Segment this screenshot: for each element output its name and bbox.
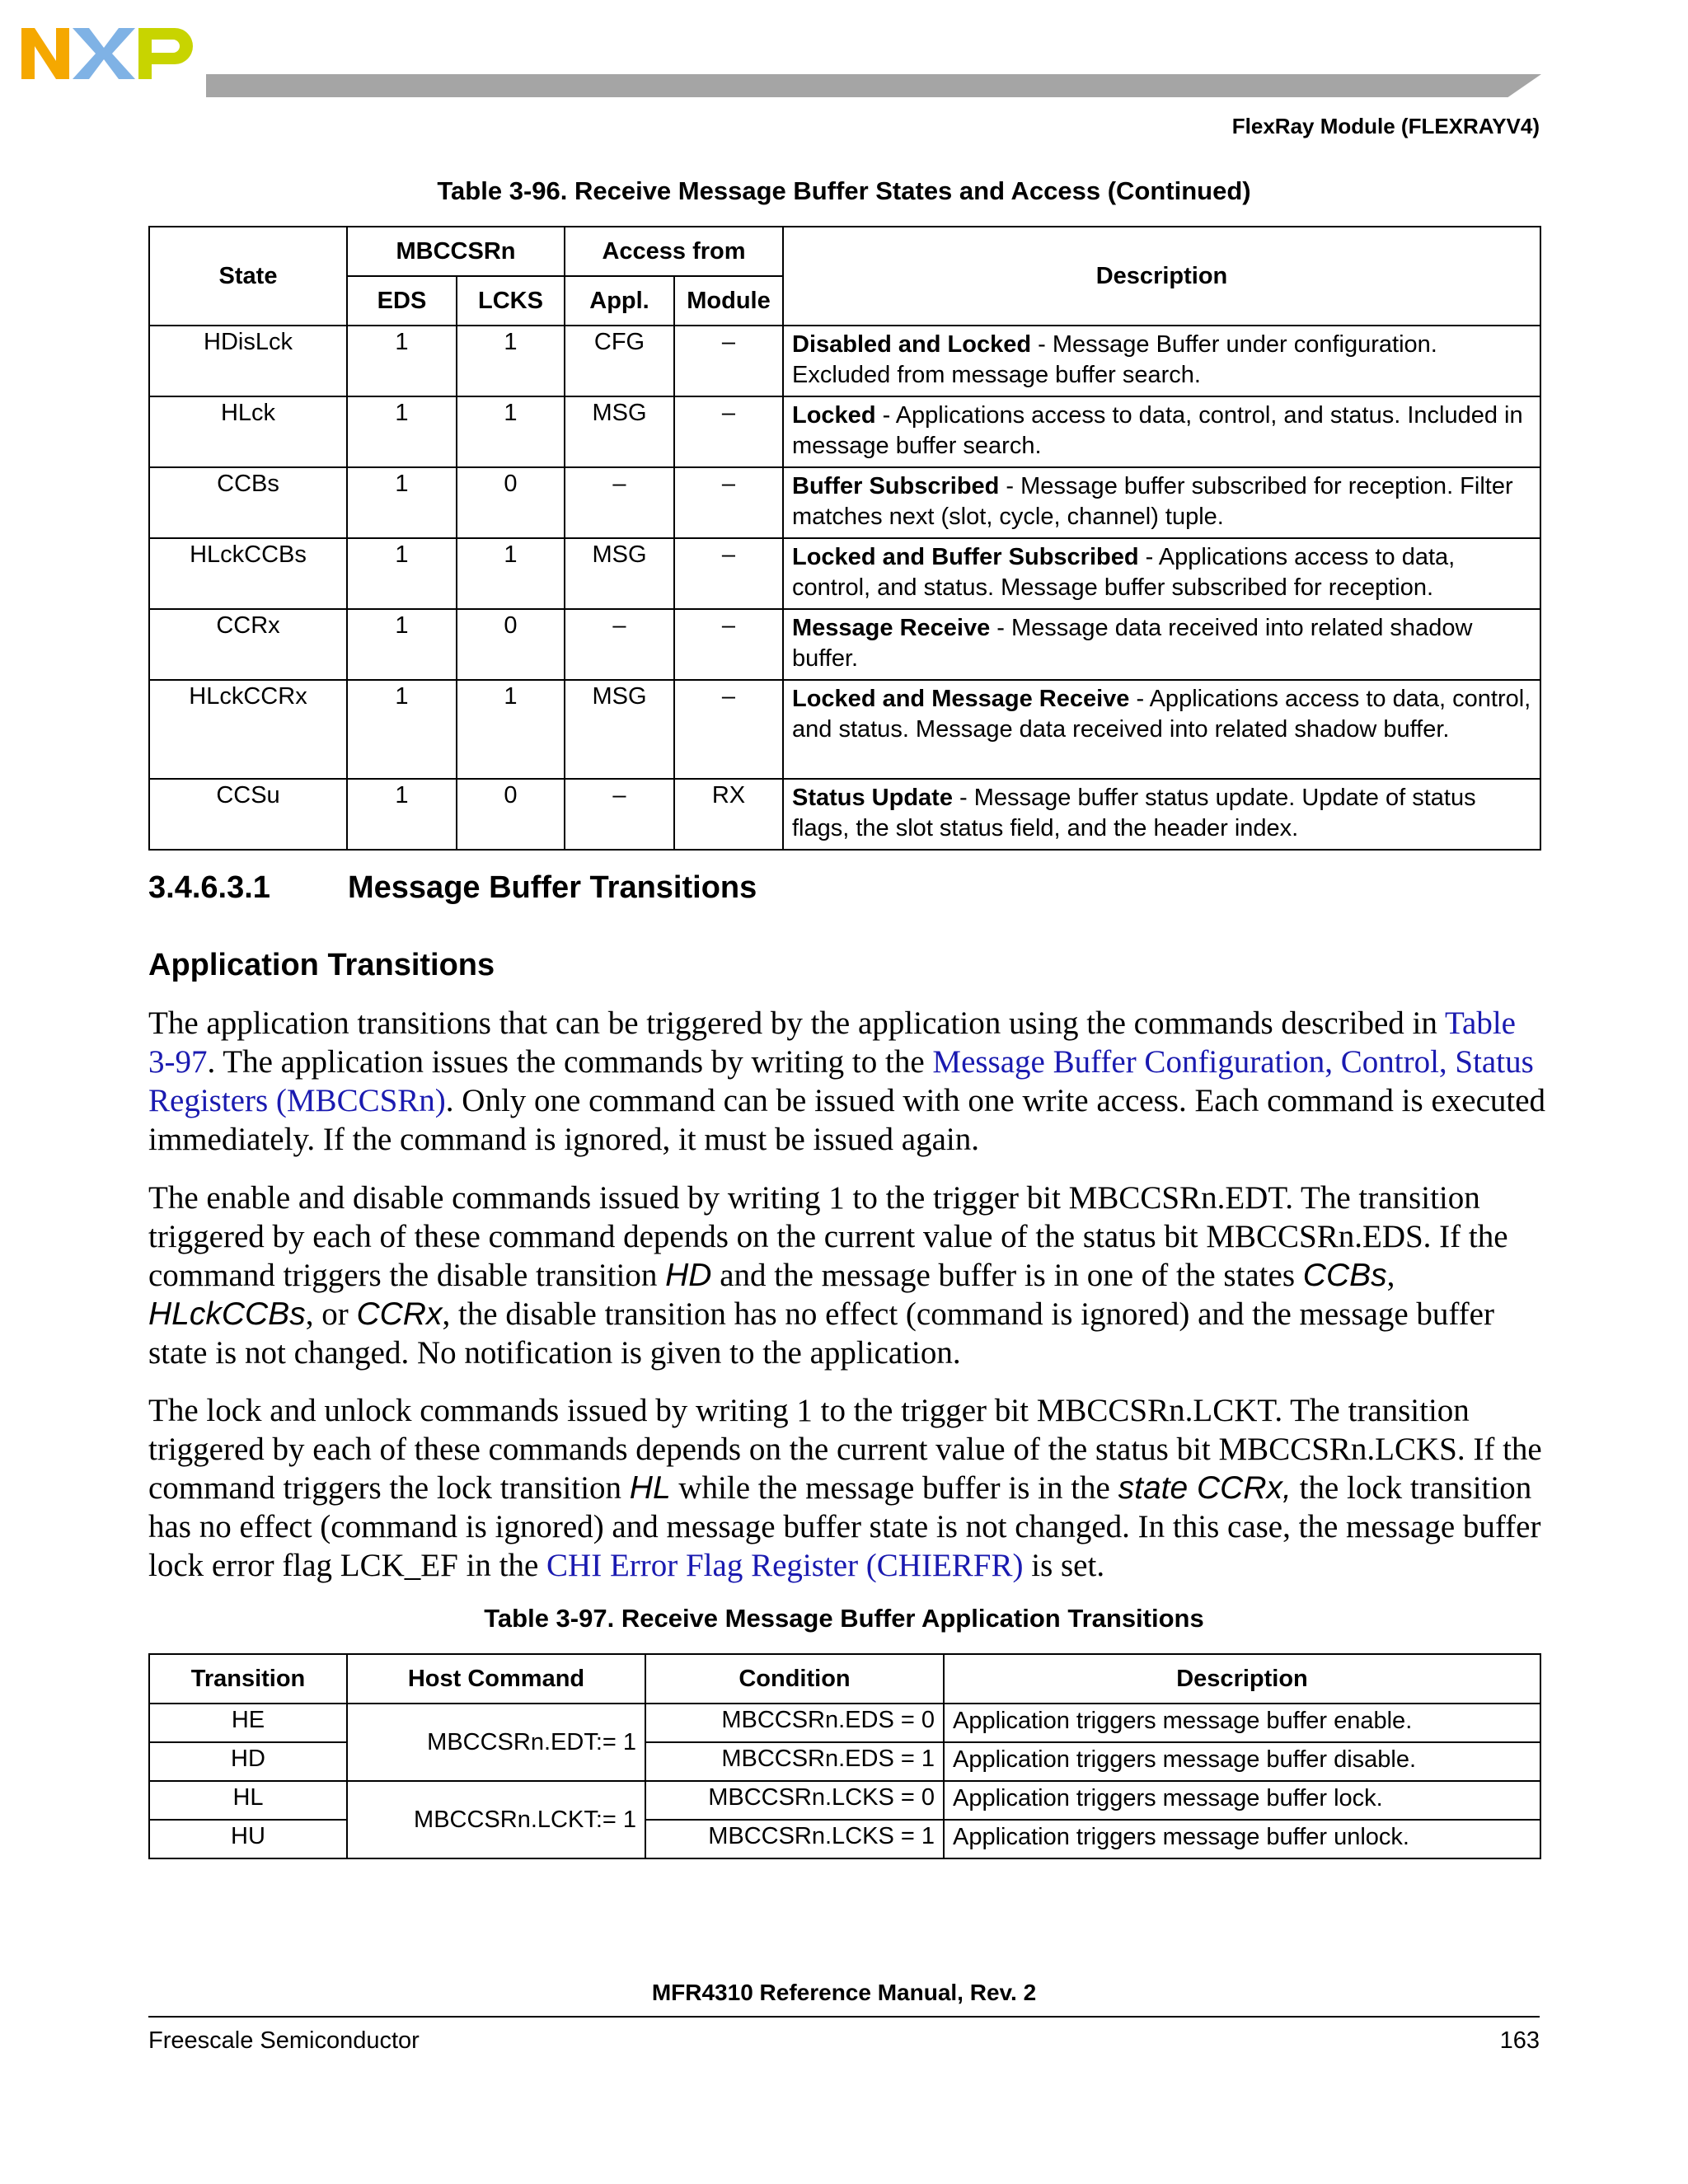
cell-eds: 1 [347, 680, 457, 779]
desc-text: - Message buffer subscribed for reception. Filter matches next (slot, cycle, channel) tuple. [792, 473, 1513, 530]
desc-bold: Locked [792, 402, 876, 429]
text: , the disable transition has no effect (command is ignored) and the message buffer state is not changed. No notification is given to the application. [148, 1296, 1494, 1371]
cell-appl: – [565, 779, 674, 850]
cell-lcks: 1 [457, 396, 565, 467]
cell-appl: MSG [565, 396, 674, 467]
text: , or [305, 1296, 357, 1332]
cell-module: – [674, 467, 783, 538]
text: the lock transition has no effect (command is ignored) and message buffer state is not changed. In this case, the message buffer lock error flag LCK_EF in the [148, 1470, 1541, 1583]
desc-text: - Applications access to data, control, and status. Message buffer subscribed for reception. [792, 544, 1456, 601]
cell-host-command: MBCCSRn.EDT:= 1 [347, 1704, 645, 1781]
desc-text: - Applications access to data, control, and status. Included in message buffer search. [792, 402, 1523, 459]
cell-condition: MBCCSRn.EDS = 1 [645, 1742, 944, 1781]
table-96 [148, 226, 1541, 851]
cell-transition: HE [149, 1704, 347, 1742]
desc-bold: Buffer Subscribed [792, 473, 1000, 499]
desc-bold: Message Receive [792, 615, 991, 641]
italic-term: HD [665, 1258, 712, 1293]
table-row [149, 1704, 1540, 1742]
text: , [1386, 1258, 1395, 1293]
cell-eds: 1 [347, 467, 457, 538]
th-access: Access from [565, 227, 783, 276]
table-row [149, 538, 1540, 609]
cell-description [783, 609, 1540, 680]
th-condition: Condition [645, 1654, 944, 1704]
cell-state: CCSu [149, 779, 347, 850]
cell-lcks: 1 [457, 326, 565, 396]
cell-condition: MBCCSRn.EDS = 0 [645, 1704, 944, 1742]
cell-transition: HL [149, 1781, 347, 1820]
italic-term: CCBs [1302, 1258, 1387, 1293]
th-description: Description [944, 1654, 1540, 1704]
cell-appl: – [565, 467, 674, 538]
text: and the message buffer is in one of the states [711, 1258, 1303, 1293]
cell-description [783, 538, 1540, 609]
th-host-command: Host Command [347, 1654, 645, 1704]
cell-eds: 1 [347, 538, 457, 609]
cell-module: – [674, 609, 783, 680]
cell-state: HLck [149, 396, 347, 467]
th-module: Module [674, 276, 783, 326]
th-eds: EDS [347, 276, 457, 326]
italic-term: HL [629, 1470, 671, 1506]
link-chierfr[interactable]: CHI Error Flag Register (CHIERFR) [546, 1548, 1024, 1583]
cell-description: Application triggers message buffer disable. [944, 1742, 1540, 1781]
cell-module: – [674, 680, 783, 779]
desc-bold: Locked and Message Receive [792, 686, 1130, 712]
text: The enable and disable commands issued by writing 1 to the trigger bit MBCCSRn.EDT. The transition triggered by each of these command depends on the current value of the status bit MBCCSRn.EDS. If the command triggers the disable transition [148, 1180, 1508, 1293]
cell-state: HDisLck [149, 326, 347, 396]
section-number: 3.4.6.3.1 [148, 870, 270, 905]
table-97-caption: Table 3-97. Receive Message Buffer Application Transitions [484, 1604, 1204, 1633]
link-mbccsrn[interactable]: Message Buffer Configuration, Control, Status Registers (MBCCSRn) [148, 1044, 1534, 1118]
desc-text: - Applications access to data, control, and status. Message data received into related shadow buffer. [792, 686, 1531, 743]
cell-description [783, 467, 1540, 538]
table-row [149, 680, 1540, 779]
cell-appl: CFG [565, 326, 674, 396]
text: . The application issues the commands by writing to the [207, 1044, 933, 1080]
table-96-caption: Table 3-96. Receive Message Buffer States and Access (Continued) [437, 176, 1251, 205]
cell-host-command: MBCCSRn.LCKT:= 1 [347, 1781, 645, 1858]
table-row [149, 326, 1540, 396]
text: . Only one command can be issued with one write access. Each command is executed immediately. If the command is ignored, it must be issued again. [148, 1083, 1546, 1157]
table-row [149, 467, 1540, 538]
desc-bold: Locked and Buffer Subscribed [792, 544, 1139, 570]
subheading: Application Transitions [148, 948, 495, 982]
th-lcks: LCKS [457, 276, 565, 326]
cell-description [783, 680, 1540, 779]
text: The application transitions that can be triggered by the application using the commands described in [148, 1005, 1445, 1041]
cell-module: – [674, 326, 783, 396]
cell-appl: – [565, 609, 674, 680]
desc-text: - Message data received into related shadow buffer. [792, 615, 1473, 672]
th-description: Description [783, 227, 1540, 326]
cell-state: HLckCCBs [149, 538, 347, 609]
text: is set. [1023, 1548, 1105, 1583]
cell-description: Application triggers message buffer unlock. [944, 1820, 1540, 1858]
italic-term: state CCRx, [1118, 1470, 1292, 1506]
cell-module: – [674, 538, 783, 609]
cell-state: HLckCCRx [149, 680, 347, 779]
desc-text: - Message buffer status update. Update of status flags, the slot status field, and the header index. [792, 785, 1476, 841]
cell-appl: MSG [565, 680, 674, 779]
italic-term: CCRx [356, 1296, 443, 1332]
section-title: Message Buffer Transitions [348, 870, 757, 905]
cell-module: – [674, 396, 783, 467]
cell-description: Application triggers message buffer enable. [944, 1704, 1540, 1742]
cell-description [783, 779, 1540, 850]
cell-description [783, 396, 1540, 467]
cell-condition: MBCCSRn.LCKS = 1 [645, 1820, 944, 1858]
cell-lcks: 0 [457, 467, 565, 538]
paragraph-2 [148, 1179, 1550, 1372]
cell-eds: 1 [347, 609, 457, 680]
text: The lock and unlock commands issued by writing 1 to the trigger bit MBCCSRn.LCKT. The transition triggered by each of these commands depends on the current value of the status bit MBCCSRn.LCKS. If the command triggers the lock transition [148, 1393, 1542, 1506]
table-row [149, 779, 1540, 850]
th-appl: Appl. [565, 276, 674, 326]
page-number: 163 [1499, 2027, 1540, 2054]
footer-divider [148, 2016, 1540, 2018]
cell-eds: 1 [347, 779, 457, 850]
table-row [149, 1781, 1540, 1820]
footer-company: Freescale Semiconductor [148, 2027, 420, 2054]
cell-lcks: 0 [457, 609, 565, 680]
th-mbccsrn: MBCCSRn [347, 227, 565, 276]
cell-lcks: 1 [457, 538, 565, 609]
cell-lcks: 0 [457, 779, 565, 850]
footer-title: MFR4310 Reference Manual, Rev. 2 [651, 1980, 1037, 2005]
paragraph-3 [148, 1391, 1550, 1585]
cell-transition: HD [149, 1742, 347, 1781]
table-row [149, 396, 1540, 467]
cell-state: CCBs [149, 467, 347, 538]
nxp-logo [21, 23, 195, 84]
text: while the message buffer is in the [670, 1470, 1118, 1506]
cell-transition: HU [149, 1820, 347, 1858]
cell-eds: 1 [347, 326, 457, 396]
italic-term: HLckCCBs [148, 1296, 306, 1332]
cell-eds: 1 [347, 396, 457, 467]
table-97 [148, 1653, 1541, 1859]
cell-description: Application triggers message buffer lock. [944, 1781, 1540, 1820]
running-title: FlexRay Module (FLEXRAYV4) [1231, 114, 1540, 138]
desc-bold: Disabled and Locked [792, 331, 1032, 358]
cell-description [783, 326, 1540, 396]
paragraph-1 [148, 1004, 1550, 1159]
th-transition: Transition [149, 1654, 347, 1704]
desc-text: - Message Buffer under configuration. Excluded from message buffer search. [792, 331, 1437, 388]
section-heading [148, 870, 757, 906]
cell-condition: MBCCSRn.LCKS = 0 [645, 1781, 944, 1820]
link-table-3-97[interactable]: Table 3-97 [148, 1005, 1516, 1080]
cell-state: CCRx [149, 609, 347, 680]
header-bar [206, 74, 1541, 97]
cell-lcks: 1 [457, 680, 565, 779]
cell-appl: MSG [565, 538, 674, 609]
th-state: State [149, 227, 347, 326]
table-row [149, 609, 1540, 680]
desc-bold: Status Update [792, 785, 953, 811]
cell-module: RX [674, 779, 783, 850]
